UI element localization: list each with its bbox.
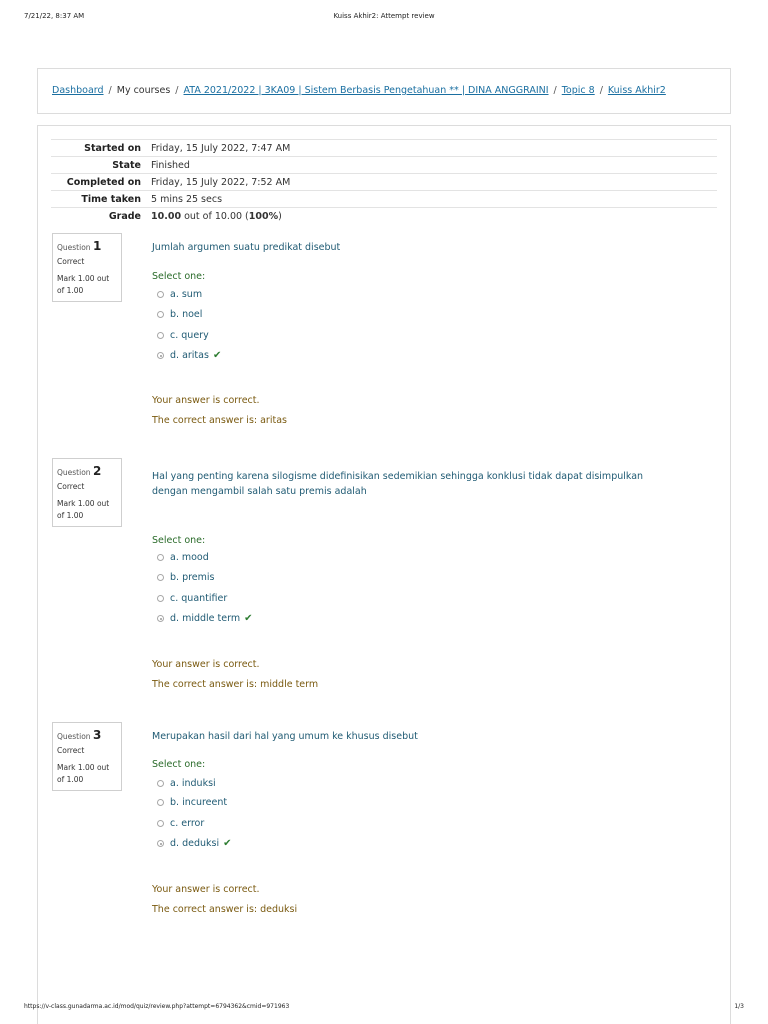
breadcrumb-dashboard-link[interactable]: Dashboard: [52, 85, 104, 96]
radio-icon[interactable]: [157, 554, 164, 561]
breadcrumb-separator: /: [553, 85, 557, 96]
answer-label: c. query: [170, 330, 209, 341]
summary-label: Completed on: [51, 174, 149, 191]
print-datetime: 7/21/22, 8:37 AM: [24, 12, 85, 20]
radio-checked-icon[interactable]: [157, 615, 164, 622]
summary-label: Started on: [51, 140, 149, 157]
select-one-prompt: Select one:: [152, 535, 206, 546]
grade-close: ): [278, 210, 282, 222]
answer-label: c. error: [170, 818, 205, 829]
summary-label: Time taken: [51, 191, 149, 208]
select-one-prompt: Select one:: [152, 271, 206, 282]
answer-option[interactable]: [157, 330, 209, 341]
breadcrumb-separator: /: [599, 85, 603, 96]
summary-value: 5 mins 25 secs: [149, 191, 717, 208]
breadcrumb: [52, 85, 666, 96]
summary-label: State: [51, 157, 149, 174]
breadcrumb-topic-link[interactable]: Topic 8: [561, 85, 595, 96]
answer-feedback: Your answer is correct.: [152, 884, 260, 895]
answer-option[interactable]: [157, 818, 204, 829]
answer-label: b. incureent: [170, 797, 228, 808]
answer-option[interactable]: [157, 552, 209, 563]
question-label: Question: [57, 243, 91, 252]
answer-label: d. deduksi: [170, 838, 220, 849]
answer-option-selected[interactable]: [157, 838, 231, 849]
answer-option[interactable]: [157, 572, 215, 583]
review-content-box: [37, 125, 731, 1024]
attempt-summary-table: [51, 139, 717, 224]
question-text-3: Merupakan hasil dari hal yang umum ke khusus disebut: [152, 731, 418, 742]
print-page-number: 1/3: [734, 1003, 744, 1010]
question-info-2: [52, 458, 122, 527]
answer-label: a. mood: [170, 552, 209, 563]
question-info-3: [52, 722, 122, 791]
answer-label: b. noel: [170, 309, 203, 320]
summary-value: Friday, 15 July 2022, 7:52 AM: [149, 174, 717, 191]
radio-checked-icon[interactable]: [157, 352, 164, 359]
question-number: 1: [92, 239, 102, 253]
question-number: 3: [92, 728, 102, 742]
check-icon: ✔: [244, 613, 253, 624]
check-icon: ✔: [223, 838, 232, 849]
radio-icon[interactable]: [157, 799, 164, 806]
radio-icon[interactable]: [157, 595, 164, 602]
question-state: Correct: [57, 482, 85, 491]
question-mark: Mark 1.00 out of 1.00: [57, 274, 110, 295]
breadcrumb-quiz-link[interactable]: Kuiss Akhir2: [607, 85, 666, 96]
question-label: Question: [57, 468, 91, 477]
radio-icon[interactable]: [157, 332, 164, 339]
radio-icon[interactable]: [157, 311, 164, 318]
answer-label: a. sum: [170, 289, 203, 300]
question-text-2: Hal yang penting karena silogisme didefinisikan sedemikian sehingga konklusi tidak dapat disimpulkan dengan mengambil salah satu premis adalah: [152, 471, 644, 497]
answer-option[interactable]: [157, 797, 227, 808]
question-number: 2: [92, 464, 102, 478]
right-answer: The correct answer is: deduksi: [152, 904, 298, 915]
grade-score: 10.00: [151, 210, 182, 222]
right-answer: The correct answer is: aritas: [152, 415, 287, 426]
grade-percent: 100%: [248, 210, 279, 222]
answer-option[interactable]: [157, 593, 227, 604]
answer-label: a. induksi: [170, 778, 216, 789]
radio-checked-icon[interactable]: [157, 840, 164, 847]
answer-label: b. premis: [170, 572, 215, 583]
question-mark: Mark 1.00 out of 1.00: [57, 499, 110, 520]
select-one-prompt: Select one:: [152, 759, 206, 770]
answer-option[interactable]: [157, 289, 202, 300]
summary-label: Grade: [51, 208, 149, 225]
print-url: https://v-class.gunadarma.ac.id/mod/quiz/review.php?attempt=6794362&cmid=971963: [24, 1003, 290, 1010]
summary-row: [51, 157, 717, 174]
breadcrumb-my-courses: My courses: [116, 85, 171, 96]
breadcrumb-separator: /: [175, 85, 179, 96]
grade-value: [149, 208, 717, 225]
radio-icon[interactable]: [157, 780, 164, 787]
breadcrumb-course-link[interactable]: ATA 2021/2022 | 3KA09 | Sistem Berbasis Pengetahuan ** | DINA ANGGRAINI: [183, 85, 549, 96]
answer-feedback: Your answer is correct.: [152, 659, 260, 670]
summary-value: Friday, 15 July 2022, 7:47 AM: [149, 140, 717, 157]
question-state: Correct: [57, 746, 85, 755]
summary-row: [51, 191, 717, 208]
answer-option-selected[interactable]: [157, 613, 252, 624]
answer-label: d. aritas: [170, 350, 209, 361]
question-mark: Mark 1.00 out of 1.00: [57, 763, 110, 784]
question-text-1: Jumlah argumen suatu predikat disebut: [152, 242, 341, 253]
answer-option[interactable]: [157, 309, 202, 320]
radio-icon[interactable]: [157, 820, 164, 827]
right-answer: The correct answer is: middle term: [152, 679, 319, 690]
question-label: Question: [57, 732, 91, 741]
answer-option-selected[interactable]: [157, 350, 221, 361]
summary-row: [51, 174, 717, 191]
question-info-1: [52, 233, 122, 302]
check-icon: ✔: [212, 350, 222, 361]
radio-icon[interactable]: [157, 291, 164, 298]
question-state: Correct: [57, 257, 85, 266]
breadcrumb-box: [37, 68, 731, 114]
answer-label: d. middle term: [170, 613, 241, 624]
summary-row: [51, 208, 717, 225]
answer-label: c. quantifier: [170, 593, 228, 604]
grade-rest: out of 10.00 (: [181, 210, 249, 222]
breadcrumb-separator: /: [108, 85, 112, 96]
answer-feedback: Your answer is correct.: [152, 395, 260, 406]
radio-icon[interactable]: [157, 574, 164, 581]
summary-value: Finished: [149, 157, 717, 174]
answer-option[interactable]: [157, 778, 216, 789]
print-title: Kuiss Akhir2: Attempt review: [333, 12, 435, 20]
summary-row: [51, 140, 717, 157]
